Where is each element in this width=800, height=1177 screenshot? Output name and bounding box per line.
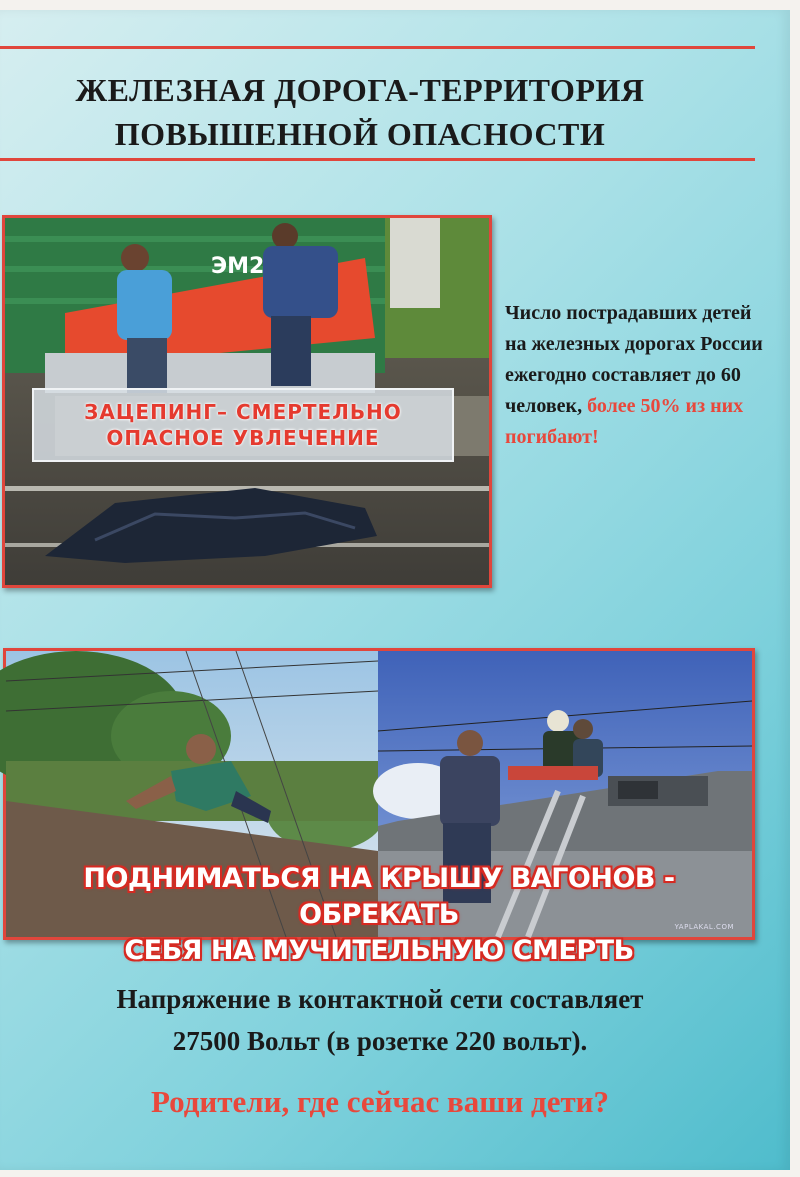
train-hopping-caption [32, 388, 454, 462]
statistic-text: Число пострадавших детей на железных дорогах России ежегодно составляет до 60 человек, [505, 302, 763, 417]
statistic-highlight: более 50% из них погибают! [505, 395, 744, 448]
roof-climbing-caption-line-2: СЕБЯ НА МУЧИТЕЛЬНУЮ СМЕРТЬ [124, 935, 634, 966]
train-number: ЭМ2 [211, 254, 265, 279]
voltage-line-1: Напряжение в контактной сети составляет [116, 984, 644, 1014]
title-line-1: ЖЕЛЕЗНАЯ ДОРОГА-ТЕРРИТОРИЯ [75, 72, 645, 108]
roof-climbing-caption [6, 861, 752, 969]
voltage-line-2: 27500 Вольт (в розетке 220 вольт). [172, 1026, 588, 1056]
top-divider [0, 46, 755, 49]
roof-climbing-photo [3, 648, 755, 966]
photo-credit: YAPLAKAL.COM [674, 923, 734, 931]
parents-question: Родители, где сейчас ваши дети? [150, 1084, 610, 1119]
poster [0, 10, 790, 1170]
casualty-statistic [505, 298, 767, 453]
page-title [0, 68, 720, 156]
roof-climbing-caption-line-1: ПОДНИМАТЬСЯ НА КРЫШУ ВАГОНОВ - ОБРЕКАТЬ [83, 863, 675, 930]
title-divider [0, 158, 755, 161]
train-hopping-photo [2, 215, 492, 588]
train-hopping-caption-line-1: ЗАЦЕПИНГ– СМЕРТЕЛЬНО [84, 400, 402, 424]
train-hopping-caption-line-2: ОПАСНОЕ УВЛЕЧЕНИЕ [106, 426, 380, 450]
title-line-2: ПОВЫШЕННОЙ ОПАСНОСТИ [114, 116, 606, 152]
voltage-warning [0, 978, 760, 1062]
